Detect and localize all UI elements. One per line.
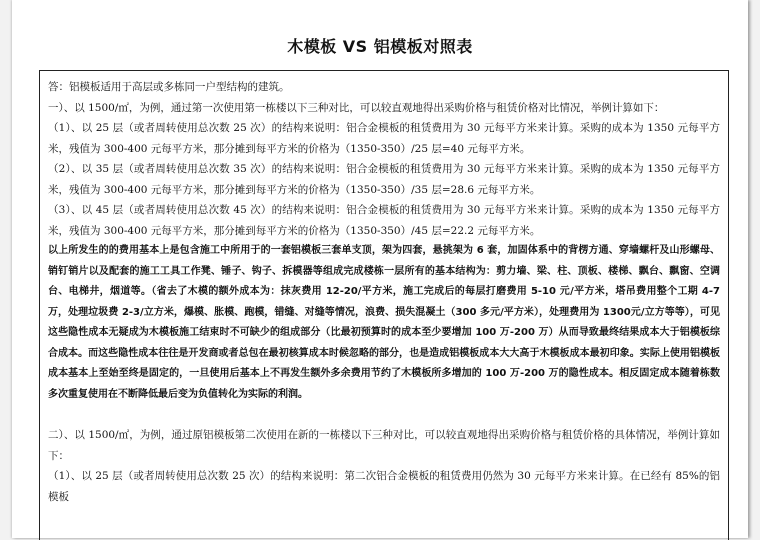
- part2-case1-paragraph: （1）、以 25 层（或者周转使用总次数 25 次）的结构来说明：第二次铝合金模板的租赁费用仍然为 30 元每平方米来计算。在已经有 85%的铝模板: [48, 470, 720, 503]
- case2-paragraph: （2）、以 35 层（或者周转使用总次数 35 次）的结构来说明：铝合金模板的租赁费用为 30 元每平方米来计算。采购的成本为 1350 元每平方米，残值为 300-400 元每平方米，那分摊到每平方米的价格为（1350-350）/35 层=28.6 元每平方米。: [48, 163, 720, 196]
- summary-paragraph: 以上所发生的的费用基本上是包含施工中所用于的一套铝模板三套单支顶，架为四套，悬挑架为 6 套，加固体系中的背楞方通、穿墙螺杆及山形螺母、销钉销片以及配套的施工工具工作凳、锤子、钩子、拆模器等组成完成楼栋一层所有的基本结构为：剪力墙、梁、柱、顶板、楼梯、飘台、飘窗、空调台、电梯井，烟道等。（省去了木模的额外成本为：抹灰费用 12-20/平方米，施工完成后的每层打磨费用 5-10 元/平方米，塔吊费用整个工期 4-7 万，处理垃圾费 2-3/立方米，爆模、胀模、跑模，错缝、对缝等情况，浪费、损失混凝土（300 多元/平方米），处理费用为 1300元/立方等等），可见这些隐性成本无疑成为木模板施工结束时不可缺少的组成部分（比最初预算时的成本至少要增加 100 万-200 万）从而导致最终结果成本大于铝模板综合成本。而这些隐性成本往往是开发商或者总包在最初核算成本时候忽略的部分，也是造成铝模板成本大大高于木模板成本最初印象。实际上使用铝模板成本基本上至始至终是固定的，一旦使用后基本上不再发生额外多余费用节约了木模板所多增加的 100 万-200 万的隐性成本。相反固定成本随着栋数多次重复使用在不断降低最后变为负值转化为实际的利润。: [48, 245, 720, 400]
- content-box: [39, 70, 729, 540]
- answer-paragraph: 答：铝模板适用于高层或多栋同一户型结构的建筑。: [48, 81, 290, 93]
- part1-intro-paragraph: 一）、以 1500/㎡，为例，通过第一次使用第一栋楼以下三种对比，可以较直观地得出采购价格与租赁价格对比情况，举例计算如下：: [48, 101, 665, 114]
- part2-intro-paragraph: 二）、以 1500/㎡，为例，通过原铝模板第二次使用在新的一栋楼以下三种对比，可以较直观地得出采购价格与租赁价格的具体情况，举例计算如下：: [48, 429, 720, 462]
- paragraph-gap: [48, 405, 720, 425]
- document-page: [12, 0, 748, 538]
- case1-paragraph: （1）、以 25 层（或者周转使用总次数 25 次）的结构来说明：铝合金模板的租赁费用为 30 元每平方米来计算。采购的成本为 1350 元每平方米，残值为 300-400 元每平方米，那分摊到每平方米的价格为（1350-350）/25 层=40 元每平方米。: [48, 122, 720, 155]
- case3-paragraph: （3）、以 45 层（或者周转使用总次数 45 次）的结构来说明：铝合金模板的租赁费用为 30 元每平方米来计算。采购的成本为 1350 元每平方米，残值为 300-400 元每平方米，那分摊到每平方米的价格为（1350-350）/45 层=22.2 元每平方米。: [48, 204, 720, 237]
- page-title: 木模板 VS 铝模板对照表: [287, 37, 473, 56]
